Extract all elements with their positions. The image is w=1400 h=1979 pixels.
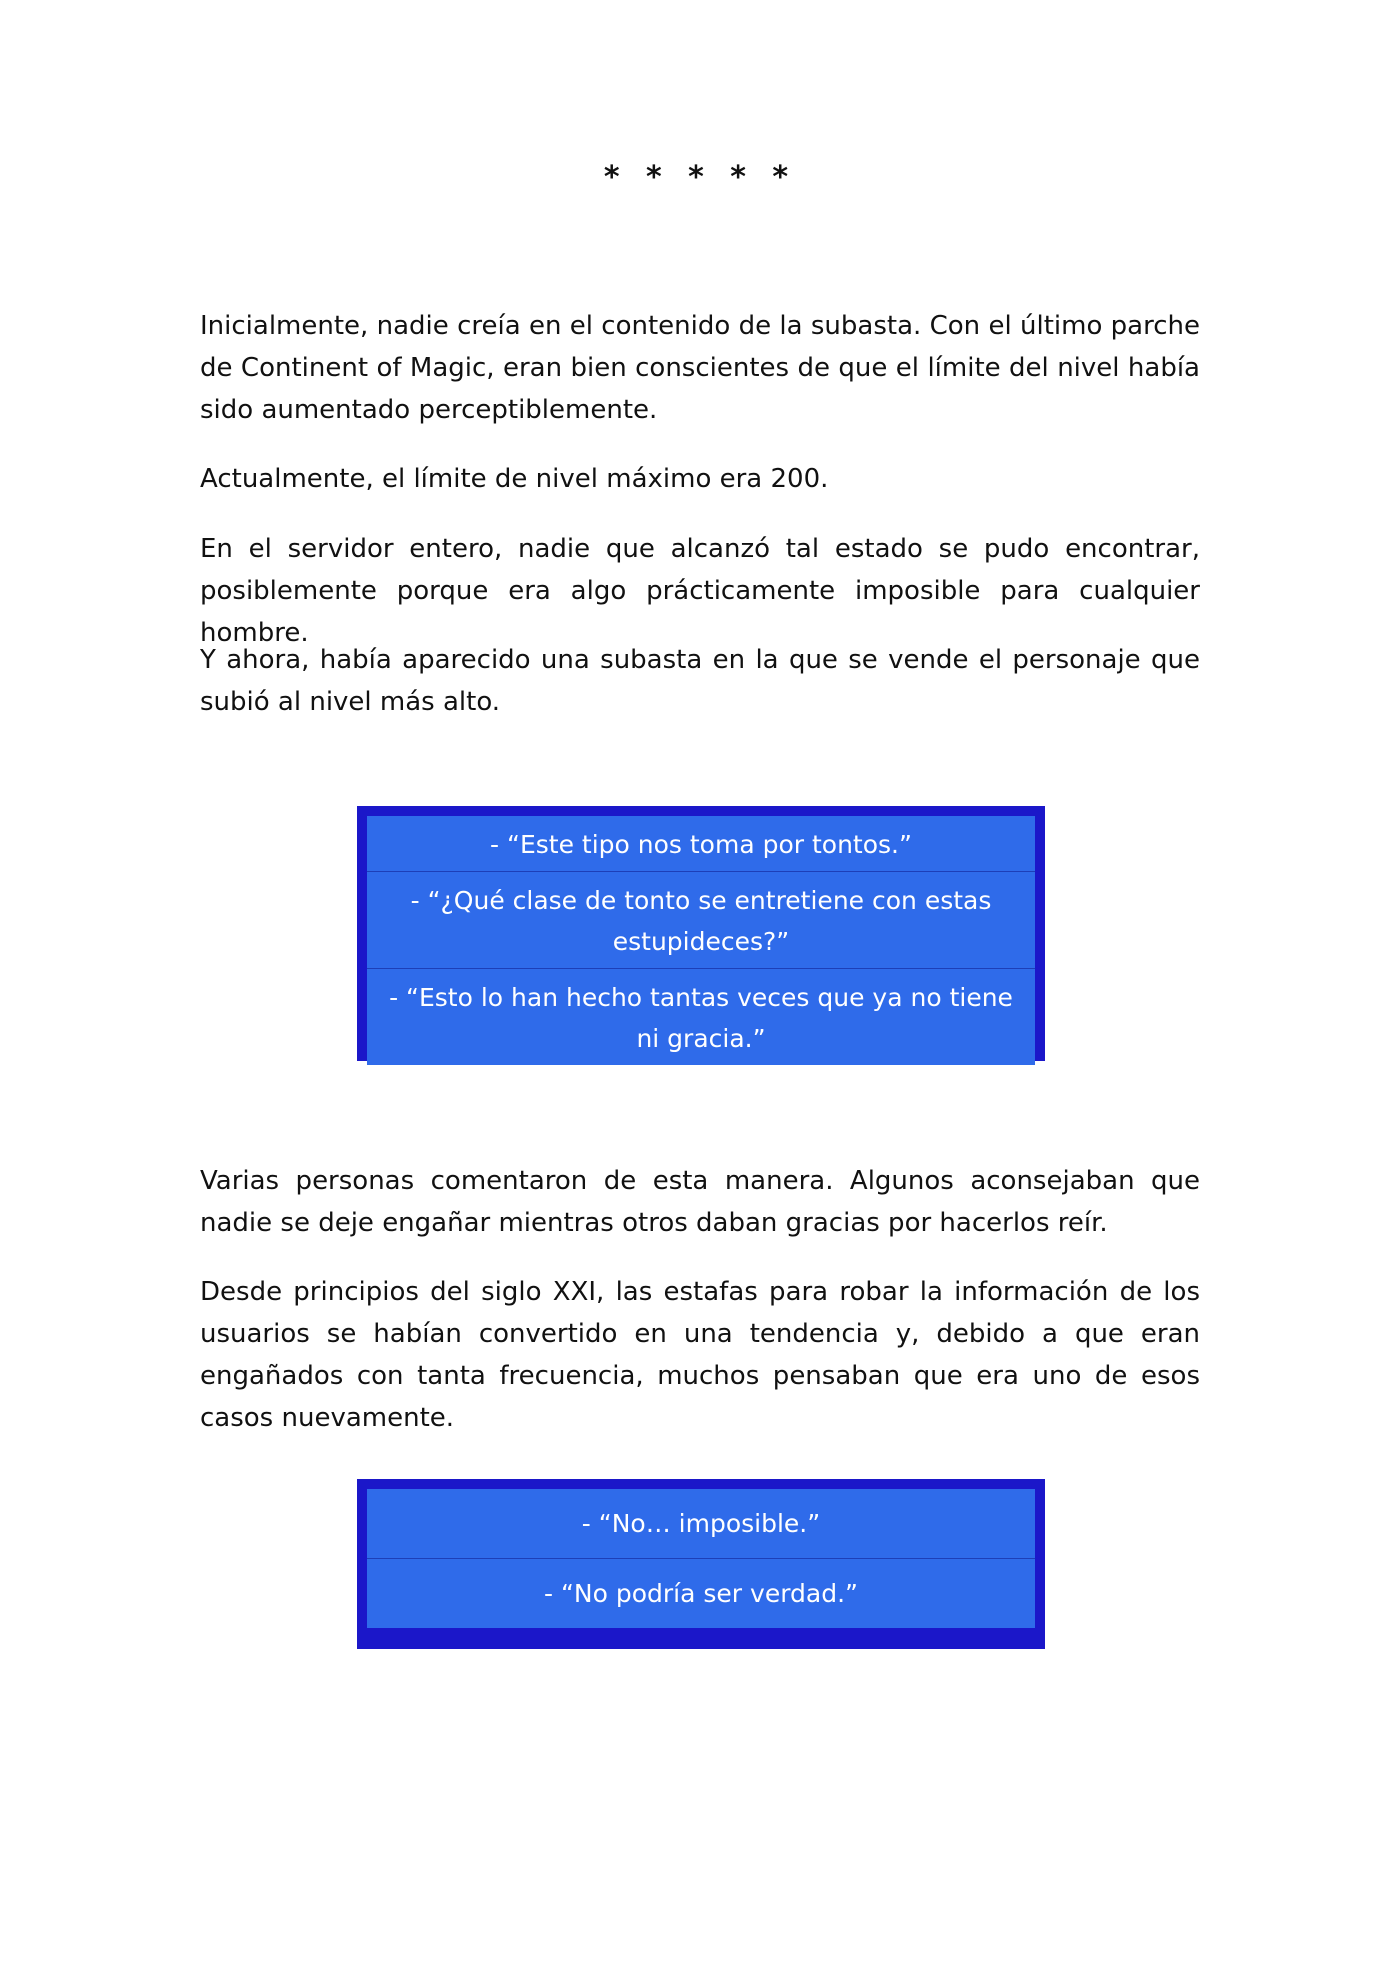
section-separator: * * * * * bbox=[603, 160, 797, 195]
comment-box-2 bbox=[357, 1479, 1045, 1649]
comment-box-1 bbox=[357, 806, 1045, 1061]
comment-box-1-inner bbox=[367, 816, 1035, 1065]
comment-row: - “No… imposible.” bbox=[367, 1489, 1035, 1559]
comment-box-2-inner bbox=[367, 1489, 1035, 1628]
paragraph-comments: Varias personas comentaron de esta manera. Algunos aconsejaban que nadie se deje engañar mientras otros daban gracias por hacerlos reír. bbox=[200, 1166, 1200, 1238]
comment-row: - “Este tipo nos toma por tontos.” bbox=[367, 816, 1035, 872]
comment-row: - “¿Qué clase de tonto se entretiene con estas estupideces?” bbox=[367, 872, 1035, 969]
paragraph-server: En el servidor entero, nadie que alcanzó tal estado se pudo encontrar, posiblemente porque era algo prácticamente imposible para cualquier hombre. bbox=[200, 534, 1200, 648]
paragraph-scams: Desde principios del siglo XXI, las estafas para robar la información de los usuarios se habían convertido en una tendencia y, debido a que eran engañados con tanta frecuencia, muchos pensaban que era uno de esos casos nuevamente. bbox=[200, 1277, 1200, 1433]
paragraph-intro: Inicialmente, nadie creía en el contenido de la subasta. Con el último parche de Continent of Magic, eran bien conscientes de que el límite del nivel había sido aumentado perceptiblemente. bbox=[200, 311, 1200, 425]
comment-row: - “No podría ser verdad.” bbox=[544, 1579, 858, 1608]
paragraph-auction: Y ahora, había aparecido una subasta en la que se vende el personaje que subió al nivel más alto. bbox=[200, 645, 1200, 717]
comment-row: - “Esto lo han hecho tantas veces que ya no tiene ni gracia.” bbox=[389, 983, 1013, 1053]
paragraph-level-limit: Actualmente, el límite de nivel máximo era 200. bbox=[200, 464, 829, 494]
